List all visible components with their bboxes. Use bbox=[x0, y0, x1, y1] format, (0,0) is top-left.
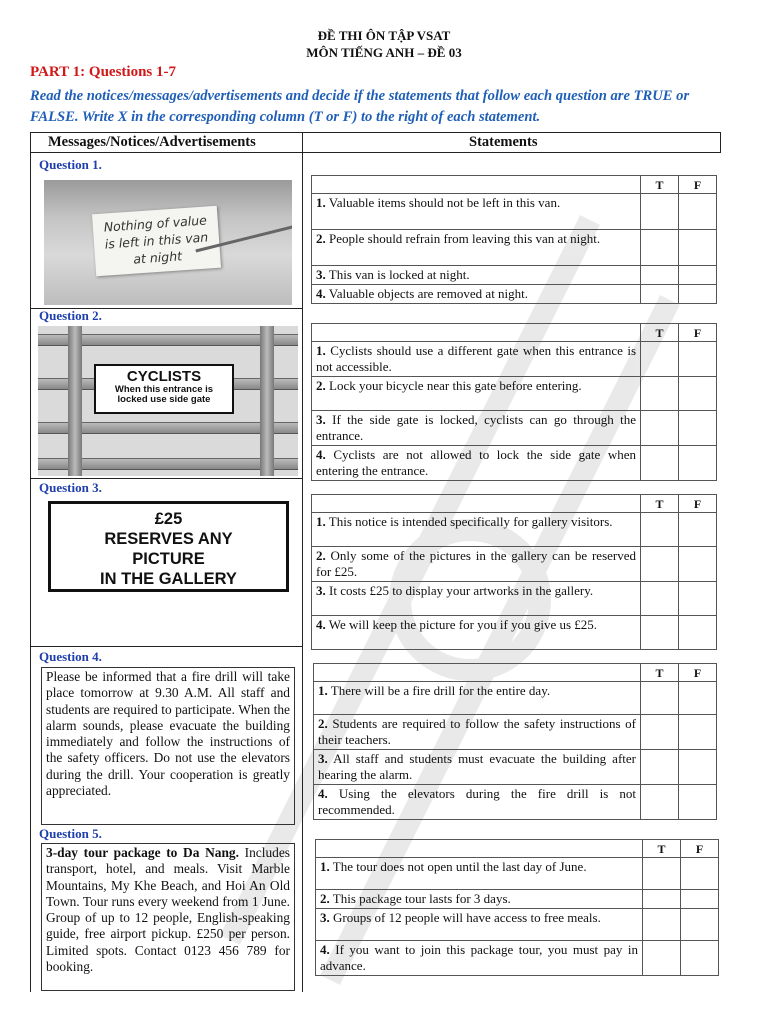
question-2-statements bbox=[311, 323, 717, 481]
statement-body: The tour does not open until the last day of June. bbox=[332, 859, 587, 874]
statement-header-cell bbox=[314, 664, 641, 682]
gate-post bbox=[260, 326, 274, 476]
statement-body: Valuable items should not be left in this van. bbox=[328, 195, 561, 210]
statement-row bbox=[312, 194, 717, 230]
true-answer-cell[interactable] bbox=[641, 285, 679, 304]
statement-row bbox=[314, 750, 717, 785]
question-5-label: Question 5. bbox=[39, 826, 102, 841]
true-answer-cell[interactable] bbox=[641, 547, 679, 582]
column-header-left: Messages/Notices/Advertisements bbox=[48, 134, 256, 150]
statement-row bbox=[312, 446, 717, 481]
question-4-statements bbox=[313, 663, 717, 820]
statement-text bbox=[316, 890, 643, 909]
statement-row bbox=[316, 858, 719, 890]
exam-title: ĐỀ THI ÔN TẬP VSAT bbox=[317, 28, 451, 43]
statement-number: 2. bbox=[320, 891, 330, 906]
statement-row bbox=[312, 411, 717, 446]
statement-text bbox=[312, 377, 641, 411]
statement-body: This notice is intended specifically for gallery visitors. bbox=[328, 514, 613, 529]
false-column-header: F bbox=[679, 664, 717, 682]
statement-text bbox=[314, 750, 641, 785]
statement-body: There will be a fire drill for the entire day. bbox=[330, 683, 551, 698]
true-answer-cell[interactable] bbox=[641, 616, 679, 650]
statement-row bbox=[316, 941, 719, 976]
cyclists-sign-title: CYCLISTS bbox=[126, 368, 202, 385]
statement-number: 1. bbox=[316, 343, 326, 358]
statement-row bbox=[312, 513, 717, 547]
false-answer-cell[interactable] bbox=[679, 547, 717, 582]
statement-number: 2. bbox=[316, 378, 326, 393]
statement-row bbox=[312, 547, 717, 582]
statement-number: 4. bbox=[318, 786, 328, 801]
frame-top bbox=[30, 132, 721, 133]
true-column-header: T bbox=[641, 176, 679, 194]
gallery-notice-line-2: RESERVES ANY bbox=[104, 530, 233, 548]
false-column-header: F bbox=[679, 176, 717, 194]
false-answer-cell[interactable] bbox=[681, 890, 719, 909]
question-3-statements bbox=[311, 494, 717, 650]
statement-body: If the side gate is locked, cyclists can go through the entrance. bbox=[316, 412, 637, 443]
statement-row bbox=[312, 266, 717, 285]
statement-row bbox=[312, 582, 717, 616]
false-answer-cell[interactable] bbox=[679, 266, 717, 285]
table-header-row bbox=[312, 495, 717, 513]
false-answer-cell[interactable] bbox=[679, 616, 717, 650]
statement-text bbox=[314, 715, 641, 750]
false-answer-cell[interactable] bbox=[679, 785, 717, 820]
statement-body: Students are required to follow the safety instructions of their teachers. bbox=[318, 716, 637, 747]
gallery-notice-line-1: £25 bbox=[154, 510, 183, 528]
exam-subtitle: MÔN TIẾNG ANH – ĐỀ 03 bbox=[306, 45, 462, 60]
statement-header-cell bbox=[312, 176, 641, 194]
false-answer-cell[interactable] bbox=[679, 377, 717, 411]
true-column-header: T bbox=[641, 664, 679, 682]
true-answer-cell[interactable] bbox=[641, 377, 679, 411]
statement-text bbox=[312, 230, 641, 266]
van-notice-line-3: at night bbox=[132, 248, 183, 267]
true-answer-cell[interactable] bbox=[641, 411, 679, 446]
statement-text bbox=[312, 582, 641, 616]
statement-number: 2. bbox=[316, 231, 326, 246]
statement-text bbox=[312, 342, 641, 377]
statement-text bbox=[314, 682, 641, 715]
statement-text bbox=[312, 266, 641, 285]
gallery-notice-line-3: PICTURE bbox=[132, 550, 205, 568]
statement-header-cell bbox=[312, 495, 641, 513]
frame-right bbox=[720, 132, 721, 152]
statement-text bbox=[312, 194, 641, 230]
statement-row bbox=[316, 890, 719, 909]
statement-body: Cyclists should use a different gate when this entrance is not accessible. bbox=[316, 343, 637, 374]
statement-number: 1. bbox=[316, 195, 326, 210]
part-title: PART 1: Questions 1-7 bbox=[30, 64, 177, 80]
gate-sign-photo bbox=[38, 326, 298, 476]
van-notice-line-2: is left in this van bbox=[104, 229, 209, 252]
table-header-row bbox=[314, 664, 717, 682]
statement-text bbox=[314, 785, 641, 820]
statement-row bbox=[312, 285, 717, 304]
statement-body: People should refrain from leaving this van at night. bbox=[329, 231, 601, 246]
gallery-notice bbox=[48, 501, 289, 592]
statement-body: It costs £25 to display your artworks in the gallery. bbox=[329, 583, 594, 598]
false-answer-cell[interactable] bbox=[681, 858, 719, 890]
gallery-notice-line-4: IN THE GALLERY bbox=[100, 570, 237, 588]
question-3-label: Question 3. bbox=[39, 480, 102, 495]
false-column-header: F bbox=[679, 324, 717, 342]
statement-text bbox=[312, 547, 641, 582]
statement-text bbox=[316, 941, 643, 976]
statement-header-cell bbox=[312, 324, 641, 342]
statement-number: 3. bbox=[320, 910, 330, 925]
true-answer-cell[interactable] bbox=[643, 858, 681, 890]
statement-row bbox=[314, 682, 717, 715]
statement-number: 4. bbox=[316, 617, 326, 632]
false-answer-cell[interactable] bbox=[681, 941, 719, 976]
false-answer-cell[interactable] bbox=[679, 582, 717, 616]
statement-row bbox=[312, 342, 717, 377]
false-answer-cell[interactable] bbox=[679, 513, 717, 547]
statement-body: Cyclists are not allowed to lock the side gate when entering the entrance. bbox=[316, 447, 637, 478]
false-answer-cell[interactable] bbox=[679, 342, 717, 377]
false-column-header: F bbox=[681, 840, 719, 858]
frame-header-bottom bbox=[30, 152, 721, 153]
statement-number: 1. bbox=[320, 859, 330, 874]
true-answer-cell[interactable] bbox=[641, 715, 679, 750]
fire-drill-notice: Please be informed that a fire drill will take place tomorrow at 9.30 A.M. All staff and students are required to participate. When the alarm sounds, please evacuate the building immediately and follow the instructions of the safety officers. Do not use the elevators during the drill. Your cooperation is greatly appreciated. bbox=[41, 667, 295, 825]
statement-header-cell bbox=[316, 840, 643, 858]
statement-row bbox=[314, 715, 717, 750]
true-answer-cell[interactable] bbox=[641, 750, 679, 785]
true-answer-cell[interactable] bbox=[643, 890, 681, 909]
tour-ad-title: 3-day tour package to Da Nang. bbox=[46, 845, 239, 860]
true-column-header: T bbox=[641, 324, 679, 342]
van-notice-photo bbox=[44, 180, 292, 305]
van-notice-paper bbox=[92, 206, 221, 277]
statement-number: 4. bbox=[316, 447, 326, 462]
table-header-row bbox=[312, 176, 717, 194]
true-answer-cell[interactable] bbox=[641, 266, 679, 285]
true-answer-cell[interactable] bbox=[641, 446, 679, 481]
statement-text bbox=[312, 411, 641, 446]
false-answer-cell[interactable] bbox=[679, 285, 717, 304]
statement-body: Groups of 12 people will have access to free meals. bbox=[333, 910, 601, 925]
true-answer-cell[interactable] bbox=[641, 582, 679, 616]
true-answer-cell[interactable] bbox=[643, 941, 681, 976]
true-answer-cell[interactable] bbox=[641, 513, 679, 547]
frame-left bbox=[30, 132, 31, 992]
true-answer-cell[interactable] bbox=[643, 909, 681, 941]
statement-row bbox=[314, 785, 717, 820]
column-header-right: Statements bbox=[469, 134, 538, 150]
false-answer-cell[interactable] bbox=[679, 194, 717, 230]
cyclists-sign bbox=[94, 364, 234, 414]
true-column-header: T bbox=[643, 840, 681, 858]
statement-row bbox=[312, 377, 717, 411]
statement-body: Lock your bicycle near this gate before entering. bbox=[329, 378, 582, 393]
false-answer-cell[interactable] bbox=[679, 715, 717, 750]
table-header-row bbox=[312, 324, 717, 342]
statement-number: 3. bbox=[318, 751, 328, 766]
false-answer-cell[interactable] bbox=[679, 446, 717, 481]
tour-package-ad bbox=[41, 843, 295, 991]
false-answer-cell[interactable] bbox=[679, 411, 717, 446]
statement-text bbox=[312, 446, 641, 481]
statement-number: 3. bbox=[316, 267, 326, 282]
statement-number: 2. bbox=[316, 548, 326, 563]
cyclists-sign-line-1: When this entrance is bbox=[114, 384, 214, 395]
false-answer-cell[interactable] bbox=[681, 909, 719, 941]
false-column-header: F bbox=[679, 495, 717, 513]
tour-ad-body: Includes transport, hotel, and meals. Visit Marble Mountains, My Khe Beach, and Hoi An Old Town. Tour runs every weekend from 1 June. Group of up to 12 people, English-speaking guide, free airport pickup. £250 per person. Limited spots. Contact 0123 456 789 for booking. bbox=[46, 845, 290, 975]
question-4-label: Question 4. bbox=[39, 649, 102, 664]
van-notice-line-1: Nothing of value bbox=[103, 212, 208, 235]
true-answer-cell[interactable] bbox=[641, 785, 679, 820]
frame-divider bbox=[302, 132, 303, 992]
frame-sep-2 bbox=[30, 478, 303, 479]
statement-body: All staff and students must evacuate the building after hearing the alarm. bbox=[318, 751, 636, 782]
true-answer-cell[interactable] bbox=[641, 682, 679, 715]
table-header-row bbox=[316, 840, 719, 858]
statement-number: 4. bbox=[320, 942, 330, 957]
statement-row bbox=[312, 616, 717, 650]
true-answer-cell[interactable] bbox=[641, 194, 679, 230]
frame-sep-3 bbox=[30, 646, 303, 647]
statement-text bbox=[316, 858, 643, 890]
question-1-statements bbox=[311, 175, 717, 304]
statement-body: If you want to join this package tour, you must pay in advance. bbox=[320, 942, 638, 973]
false-answer-cell[interactable] bbox=[679, 230, 717, 266]
true-answer-cell[interactable] bbox=[641, 230, 679, 266]
statement-row bbox=[312, 230, 717, 266]
statement-number: 2. bbox=[318, 716, 328, 731]
false-answer-cell[interactable] bbox=[679, 750, 717, 785]
true-column-header: T bbox=[641, 495, 679, 513]
statement-body: Using the elevators during the fire drill is not recommended. bbox=[318, 786, 636, 817]
gate-post bbox=[68, 326, 82, 476]
statement-body: This package tour lasts for 3 days. bbox=[332, 891, 511, 906]
question-2-label: Question 2. bbox=[39, 308, 102, 323]
statement-text bbox=[312, 616, 641, 650]
statement-body: We will keep the picture for you if you give us £25. bbox=[328, 617, 598, 632]
question-1-label: Question 1. bbox=[39, 157, 102, 172]
statement-text bbox=[316, 909, 643, 941]
statement-number: 1. bbox=[318, 683, 328, 698]
statement-number: 1. bbox=[316, 514, 326, 529]
statement-text bbox=[312, 285, 641, 304]
statement-body: Only some of the pictures in the gallery can be reserved for £25. bbox=[316, 548, 637, 579]
statement-number: 4. bbox=[316, 286, 326, 301]
statement-text bbox=[312, 513, 641, 547]
statement-number: 3. bbox=[316, 412, 326, 427]
true-answer-cell[interactable] bbox=[641, 342, 679, 377]
statement-body: This van is locked at night. bbox=[328, 267, 470, 282]
statement-row bbox=[316, 909, 719, 941]
statement-number: 3. bbox=[316, 583, 326, 598]
question-5-statements bbox=[315, 839, 719, 976]
cyclists-sign-line-2: locked use side gate bbox=[117, 394, 211, 405]
false-answer-cell[interactable] bbox=[679, 682, 717, 715]
instructions: Read the notices/messages/advertisements and decide if the statements that follow each question are TRUE or FALSE. Write X in the corresponding column (T or F) to the right of each statement. bbox=[30, 88, 690, 125]
statement-body: Valuable objects are removed at night. bbox=[328, 286, 529, 301]
